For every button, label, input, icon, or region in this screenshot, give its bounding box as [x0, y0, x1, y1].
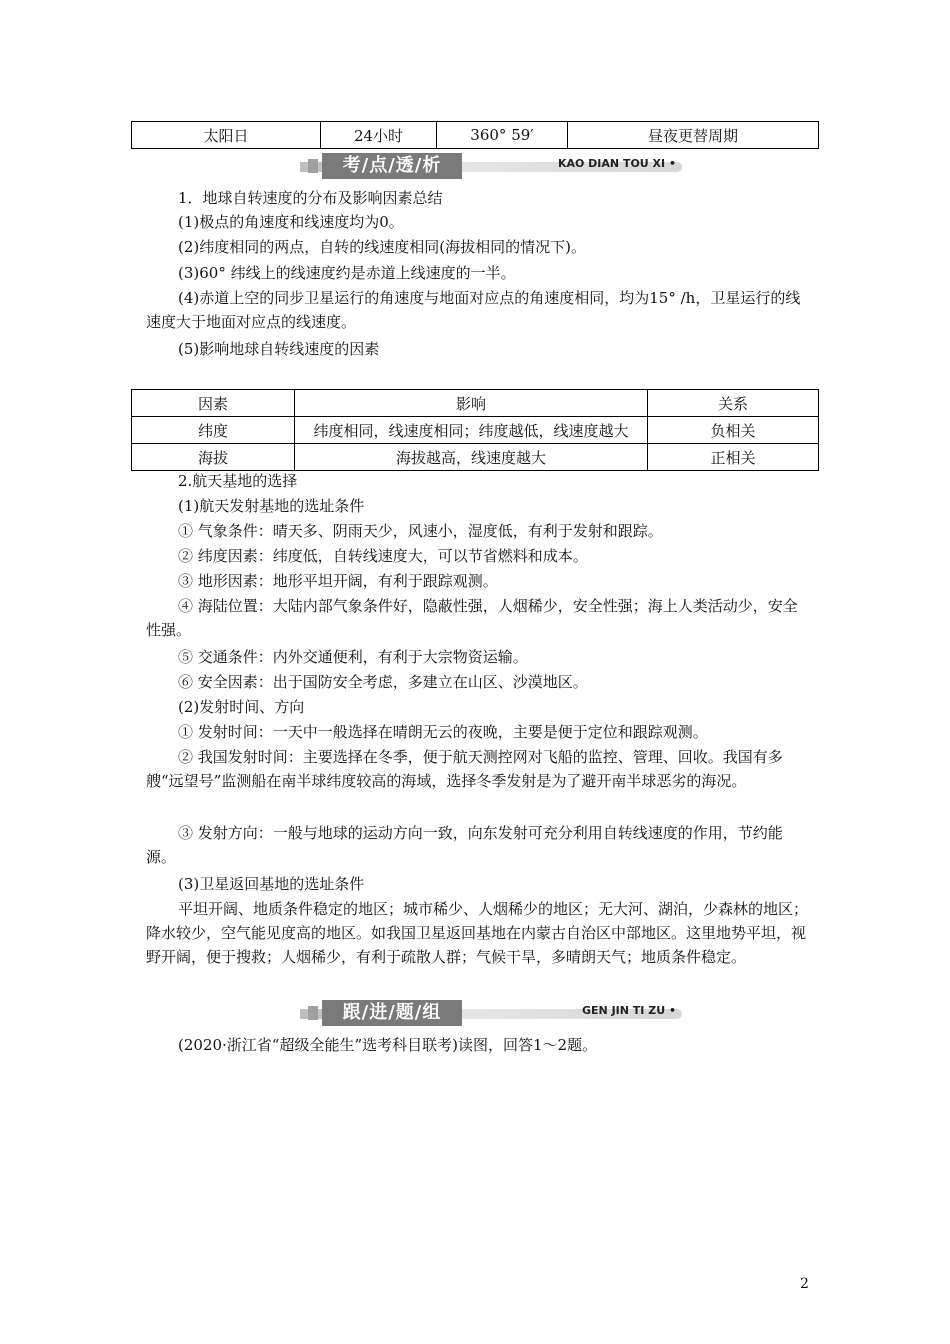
paragraph: ③ 地形因素：地形平坦开阔，有利于跟踪观测。	[178, 572, 498, 590]
table-cell: 纬度相同，线速度相同；纬度越低，线速度越大	[295, 417, 648, 444]
table-cell: 负相关	[648, 417, 819, 444]
paragraph: (3)60° 纬线上的线速度约是赤道上线速度的一半。	[178, 264, 516, 282]
banner-subtitle: GEN JIN TI ZU •	[582, 1004, 676, 1017]
paragraph: ② 我国发射时间：主要选择在冬季，便于航天测控网对飞船的监控、管理、回收。我国有多艘“远望号”监测船在南半球纬度较高的海域，选择冬季发射是为了避开南半球恶劣的海况。	[146, 748, 783, 790]
section-banner-genjin	[300, 1000, 682, 1026]
paragraph: ③ 发射方向：一般与地球的运动方向一致，向东发射可充分利用自转线速度的作用，节约能源。	[146, 824, 783, 866]
question-intro: (2020·浙江省“超级全能生”选考科目联考)读图，回答1～2题。	[178, 1036, 598, 1054]
section-banner-kaodian	[300, 153, 682, 179]
table-cell: 太阳日	[132, 122, 321, 149]
table-row	[132, 122, 819, 149]
paragraph: ② 纬度因素：纬度低，自转线速度大，可以节省燃料和成本。	[178, 547, 588, 565]
page-number: 2	[800, 1276, 809, 1292]
banner-pin	[308, 1006, 318, 1020]
table-cell: 昼夜更替周期	[568, 122, 819, 149]
table-header-cell: 关系	[648, 390, 819, 417]
banner-pin	[308, 159, 318, 173]
table-row	[132, 444, 819, 471]
table-cell: 海拔	[132, 444, 295, 471]
paragraph: ① 发射时间：一天中一般选择在晴朗无云的夜晚，主要是便于定位和跟踪观测。	[178, 723, 708, 741]
table-cell: 正相关	[648, 444, 819, 471]
top-table	[131, 121, 819, 149]
paragraph: ⑥ 安全因素：出于国防安全考虑，多建立在山区、沙漠地区。	[178, 673, 588, 691]
table-cell: 360° 59′	[437, 122, 568, 149]
paragraph: 平坦开阔、地质条件稳定的地区；城市稀少、人烟稀少的地区；无大河、湖泊，少森林的地区；降水较少，空气能见度高的地区。如我国卫星返回基地在内蒙古自治区中部地区。这里地势平坦，视野开阔，便于搜救；人烟稀少，有利于疏散人群；气候干旱，多晴朗天气；地质条件稳定。	[146, 900, 809, 966]
banner-title: 跟/进/题/组	[322, 1000, 462, 1026]
table-header-cell: 因素	[132, 390, 295, 417]
paragraph: ⑤ 交通条件：内外交通便利，有利于大宗物资运输。	[178, 648, 528, 666]
subheading: (2)发射时间、方向	[178, 698, 305, 716]
table-header-row	[132, 390, 819, 417]
paragraph: (2)纬度相同的两点，自转的线速度相同(海拔相同的情况下)。	[178, 238, 586, 256]
paragraph: (5)影响地球自转线速度的因素	[178, 340, 380, 358]
table-cell: 纬度	[132, 417, 295, 444]
paragraph: (4)赤道上空的同步卫星运行的角速度与地面对应点的角速度相同，均为15° /h，卫星运行的线速度大于地面对应点的线速度。	[146, 289, 801, 331]
section-heading: 2.航天基地的选择	[178, 472, 298, 490]
table-cell: 海拔越高，线速度越大	[295, 444, 648, 471]
banner-title: 考/点/透/析	[322, 153, 462, 179]
paragraph: ④ 海陆位置：大陆内部气象条件好，隐蔽性强，人烟稀少，安全性强；海上人类活动少，安全性强。	[146, 597, 798, 639]
banner-subtitle: KAO DIAN TOU XI •	[557, 157, 676, 170]
paragraph: ① 气象条件：晴天多、阴雨天少，风速小，湿度低，有利于发射和跟踪。	[178, 522, 663, 540]
subheading: (1)航天发射基地的选址条件	[178, 497, 365, 515]
subheading: (3)卫星返回基地的选址条件	[178, 875, 365, 893]
paragraph: (1)极点的角速度和线速度均为0。	[178, 213, 404, 231]
section-heading: 1．地球自转速度的分布及影响因素总结	[178, 189, 443, 207]
factor-table	[131, 389, 819, 471]
table-header-cell: 影响	[295, 390, 648, 417]
table-row	[132, 417, 819, 444]
table-cell: 24小时	[321, 122, 437, 149]
